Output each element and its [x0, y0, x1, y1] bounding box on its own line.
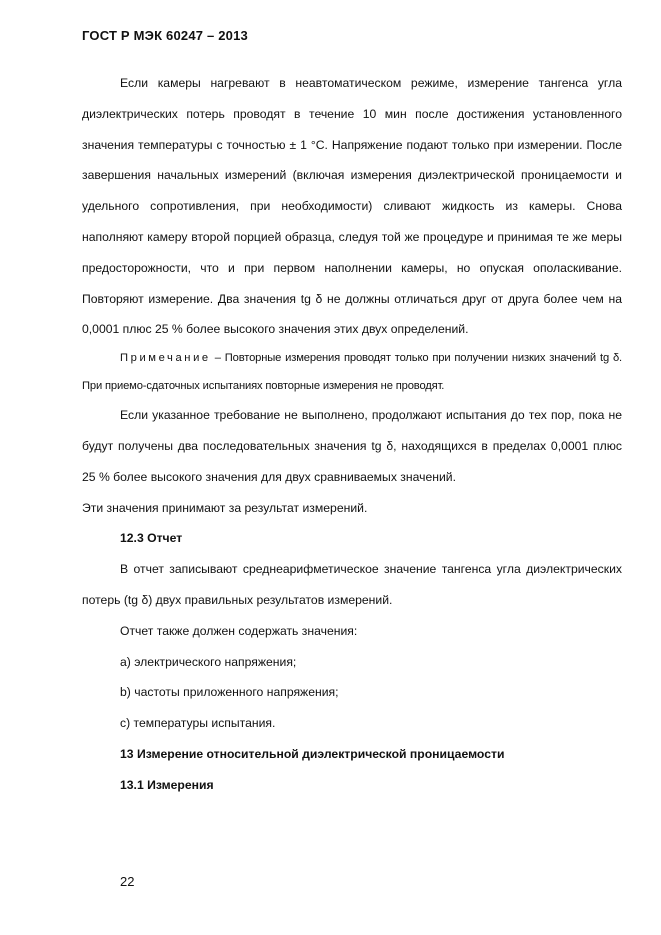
note-text: – Повторные измерения проводят только при получении низких значений tg δ. При приемо-сдаточных испытаниях повторные измерения не проводят. — [82, 352, 622, 392]
section-heading-13-1: 13.1 Измерения — [120, 777, 214, 792]
list-item-voltage: a) электрического напряжения; — [120, 654, 297, 669]
note-paragraph — [82, 345, 622, 400]
paragraph-report-contents: Отчет также должен содержать значения: — [120, 623, 358, 638]
paragraph-repeat-tests: Если указанное требование не выполнено, продолжают испытания до тех пор, пока не будут получены два последовательных значения tg δ, находящихся в пределах 0,0001 плюс 25 % более высокого значения для двух сравниваемых значений. — [82, 408, 622, 484]
page-number: 22 — [120, 874, 135, 889]
paragraph-heating-procedure: Если камеры нагревают в неавтоматическом режиме, измерение тангенса угла диэлектрических потерь проводят в течение 10 мин после достижения установленного значения температуры с точностью ± 1 °С. Напряжение подают только при измерении. После завершения начальных измерений (включая измерения диэлектрической проницаемости и удельного сопротивления, при необходимости) сливают жидкость из камеры. Снова наполняют камеру второй порцией образца, следуя той же процедуре и принимая те же меры предосторожности, что и при первом наполнении камеры, но опуская ополаскивание. Повторяют измерение. Два значения tg δ не должны отличаться друг от друга более чем на 0,0001 плюс 25 % более высокого значения этих двух определений. — [82, 76, 622, 337]
page-content — [82, 68, 622, 801]
list-item-temperature: c) температуры испытания. — [120, 716, 276, 731]
section-heading-13: 13 Измерение относительной диэлектрической проницаемости — [120, 746, 505, 761]
section-heading-12-3: 12.3 Отчет — [120, 531, 183, 546]
paragraph-result: Эти значения принимают за результат измерений. — [82, 500, 368, 515]
paragraph-report-mean: В отчет записывают среднеарифметическое значение тангенса угла диэлектрических потерь (tg δ) двух правильных результатов измерений. — [82, 562, 622, 607]
note-label: Примечание — [120, 352, 211, 365]
list-item-frequency: b) частоты приложенного напряжения; — [120, 685, 339, 700]
document-header: ГОСТ Р МЭК 60247 – 2013 — [82, 28, 248, 43]
